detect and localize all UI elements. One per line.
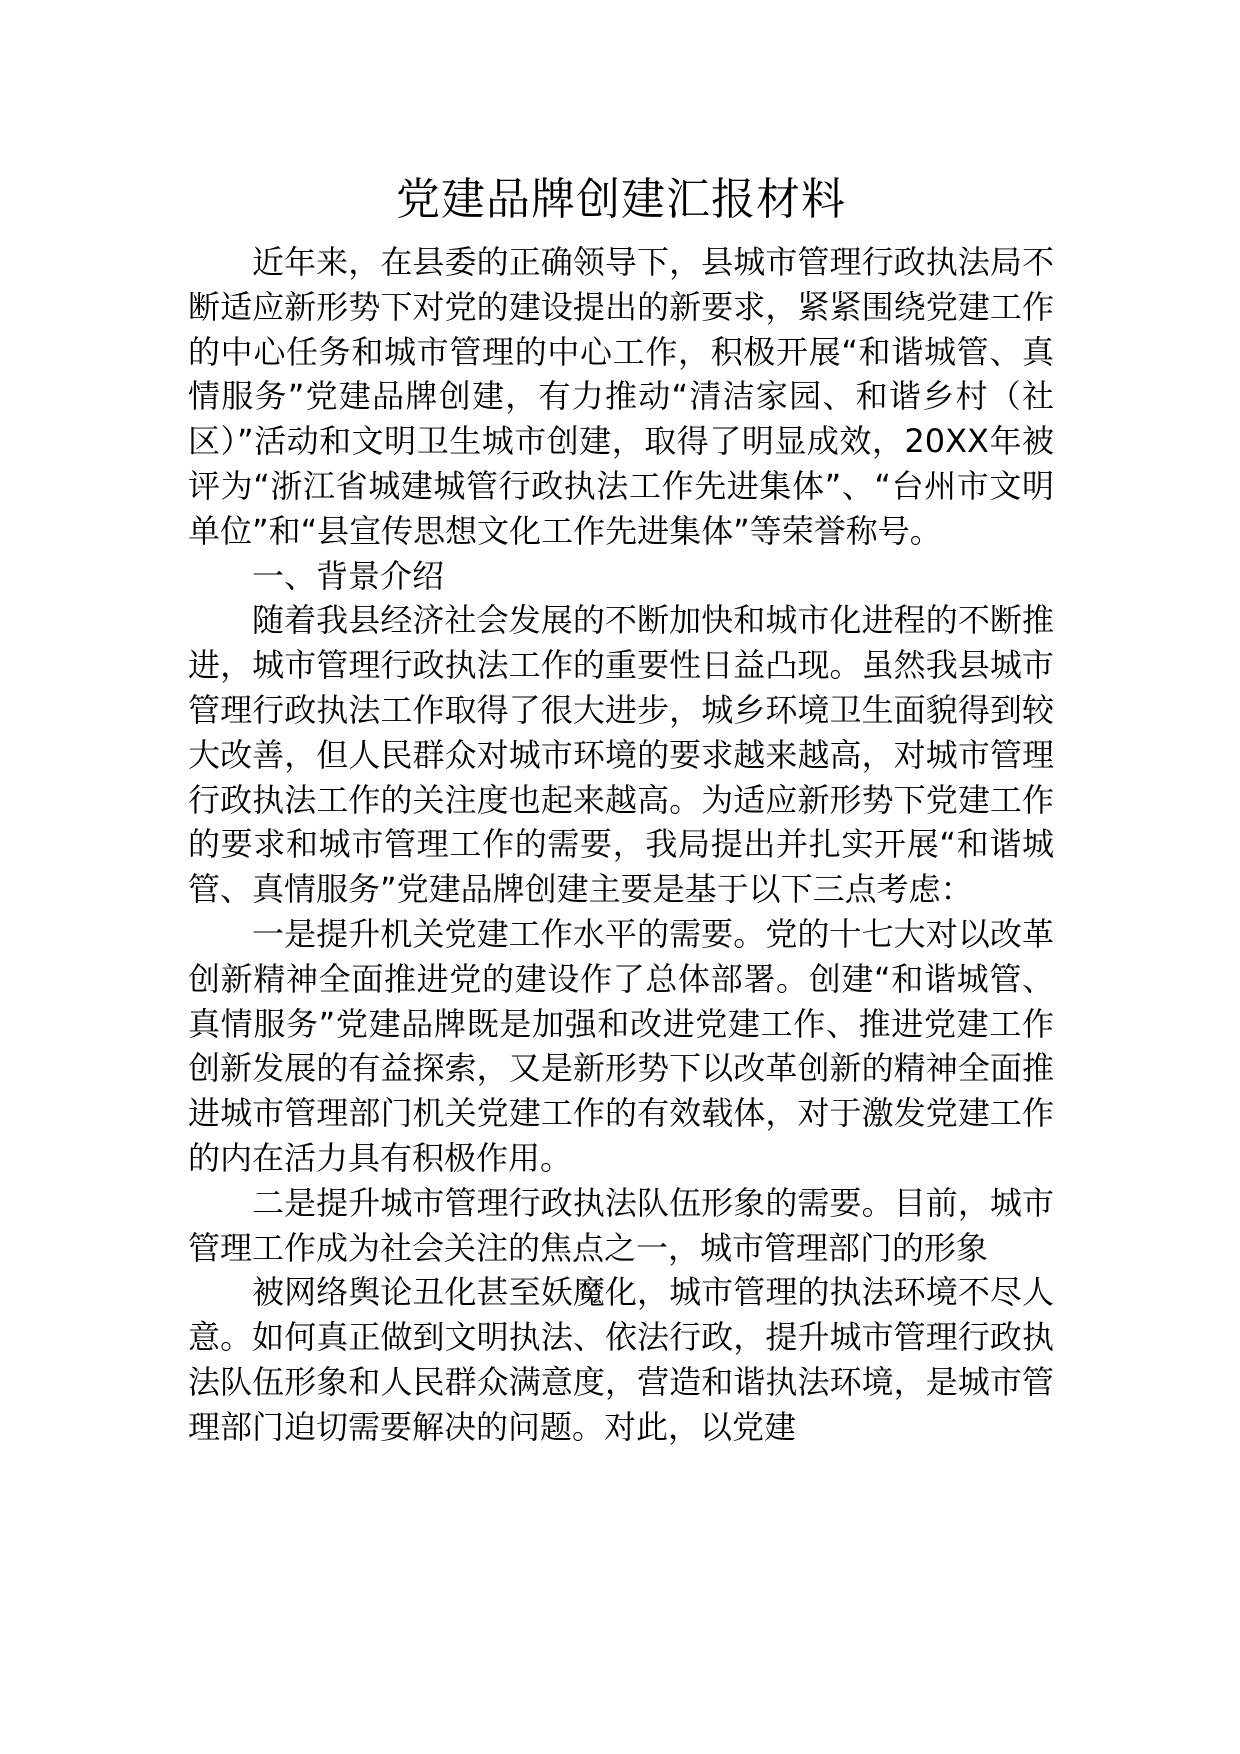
paragraph-intro: 近年来，在县委的正确领导下，县城市管理行政执法局不断适应新形势下对党的建设提出的新要求，紧紧围绕党建工作的中心任务和城市管理的中心工作，积极开展“和谐城管、真情服务”党建品牌创建，有力推动“清洁家园、和谐乡村（社区）”活动和文明卫生城市创建，取得了明显成效，20XX年被评为“浙江省城建城管行政执法工作先进集体”、“台州市文明单位”和“县宣传思想文化工作先进集体”等荣誉称号。 bbox=[188, 243, 1054, 550]
paragraph-continuation: 被网络舆论丑化甚至妖魔化，城市管理的执法环境不尽人意。如何真正做到文明执法、依法行政，提升城市管理行政执法队伍形象和人民群众满意度，营造和谐执法环境，是城市管理部门迫切需要解决的问题。对此，以党建 bbox=[188, 1273, 1054, 1446]
document-title: 党建品牌创建汇报材料 bbox=[396, 174, 846, 225]
paragraph-background: 随着我县经济社会发展的不断加快和城市化进程的不断推进，城市管理行政执法工作的重要性日益凸现。虽然我县城市管理行政执法工作取得了很大进步，城乡环境卫生面貌得到较大改善，但人民群众对城市环境的要求越来越高，对城市管理行政执法工作的关注度也起来越高。为适应新形势下党建工作的要求和城市管理工作的需要，我局提出并扎实开展“和谐城管、真情服务”党建品牌创建主要是基于以下三点考虑： bbox=[188, 601, 1054, 909]
paragraph-point-one: 一是提升机关党建工作水平的需要。党的十七大对以改革创新精神全面推进党的建设作了总体部署。创建“和谐城管、真情服务”党建品牌既是加强和改进党建工作、推进党建工作创新发展的有益探索，又是新形势下以改革创新的精神全面推进城市管理部门机关党建工作的有效载体，对于激发党建工作的内在活力具有积极作用。 bbox=[188, 914, 1054, 1177]
paragraph-point-two: 二是提升城市管理行政执法队伍形象的需要。目前，城市管理工作成为社会关注的焦点之一，城市管理部门的形象 bbox=[188, 1183, 1054, 1267]
document-page bbox=[188, 160, 1054, 1450]
section-heading-background: 一、背景介绍 bbox=[252, 556, 445, 595]
